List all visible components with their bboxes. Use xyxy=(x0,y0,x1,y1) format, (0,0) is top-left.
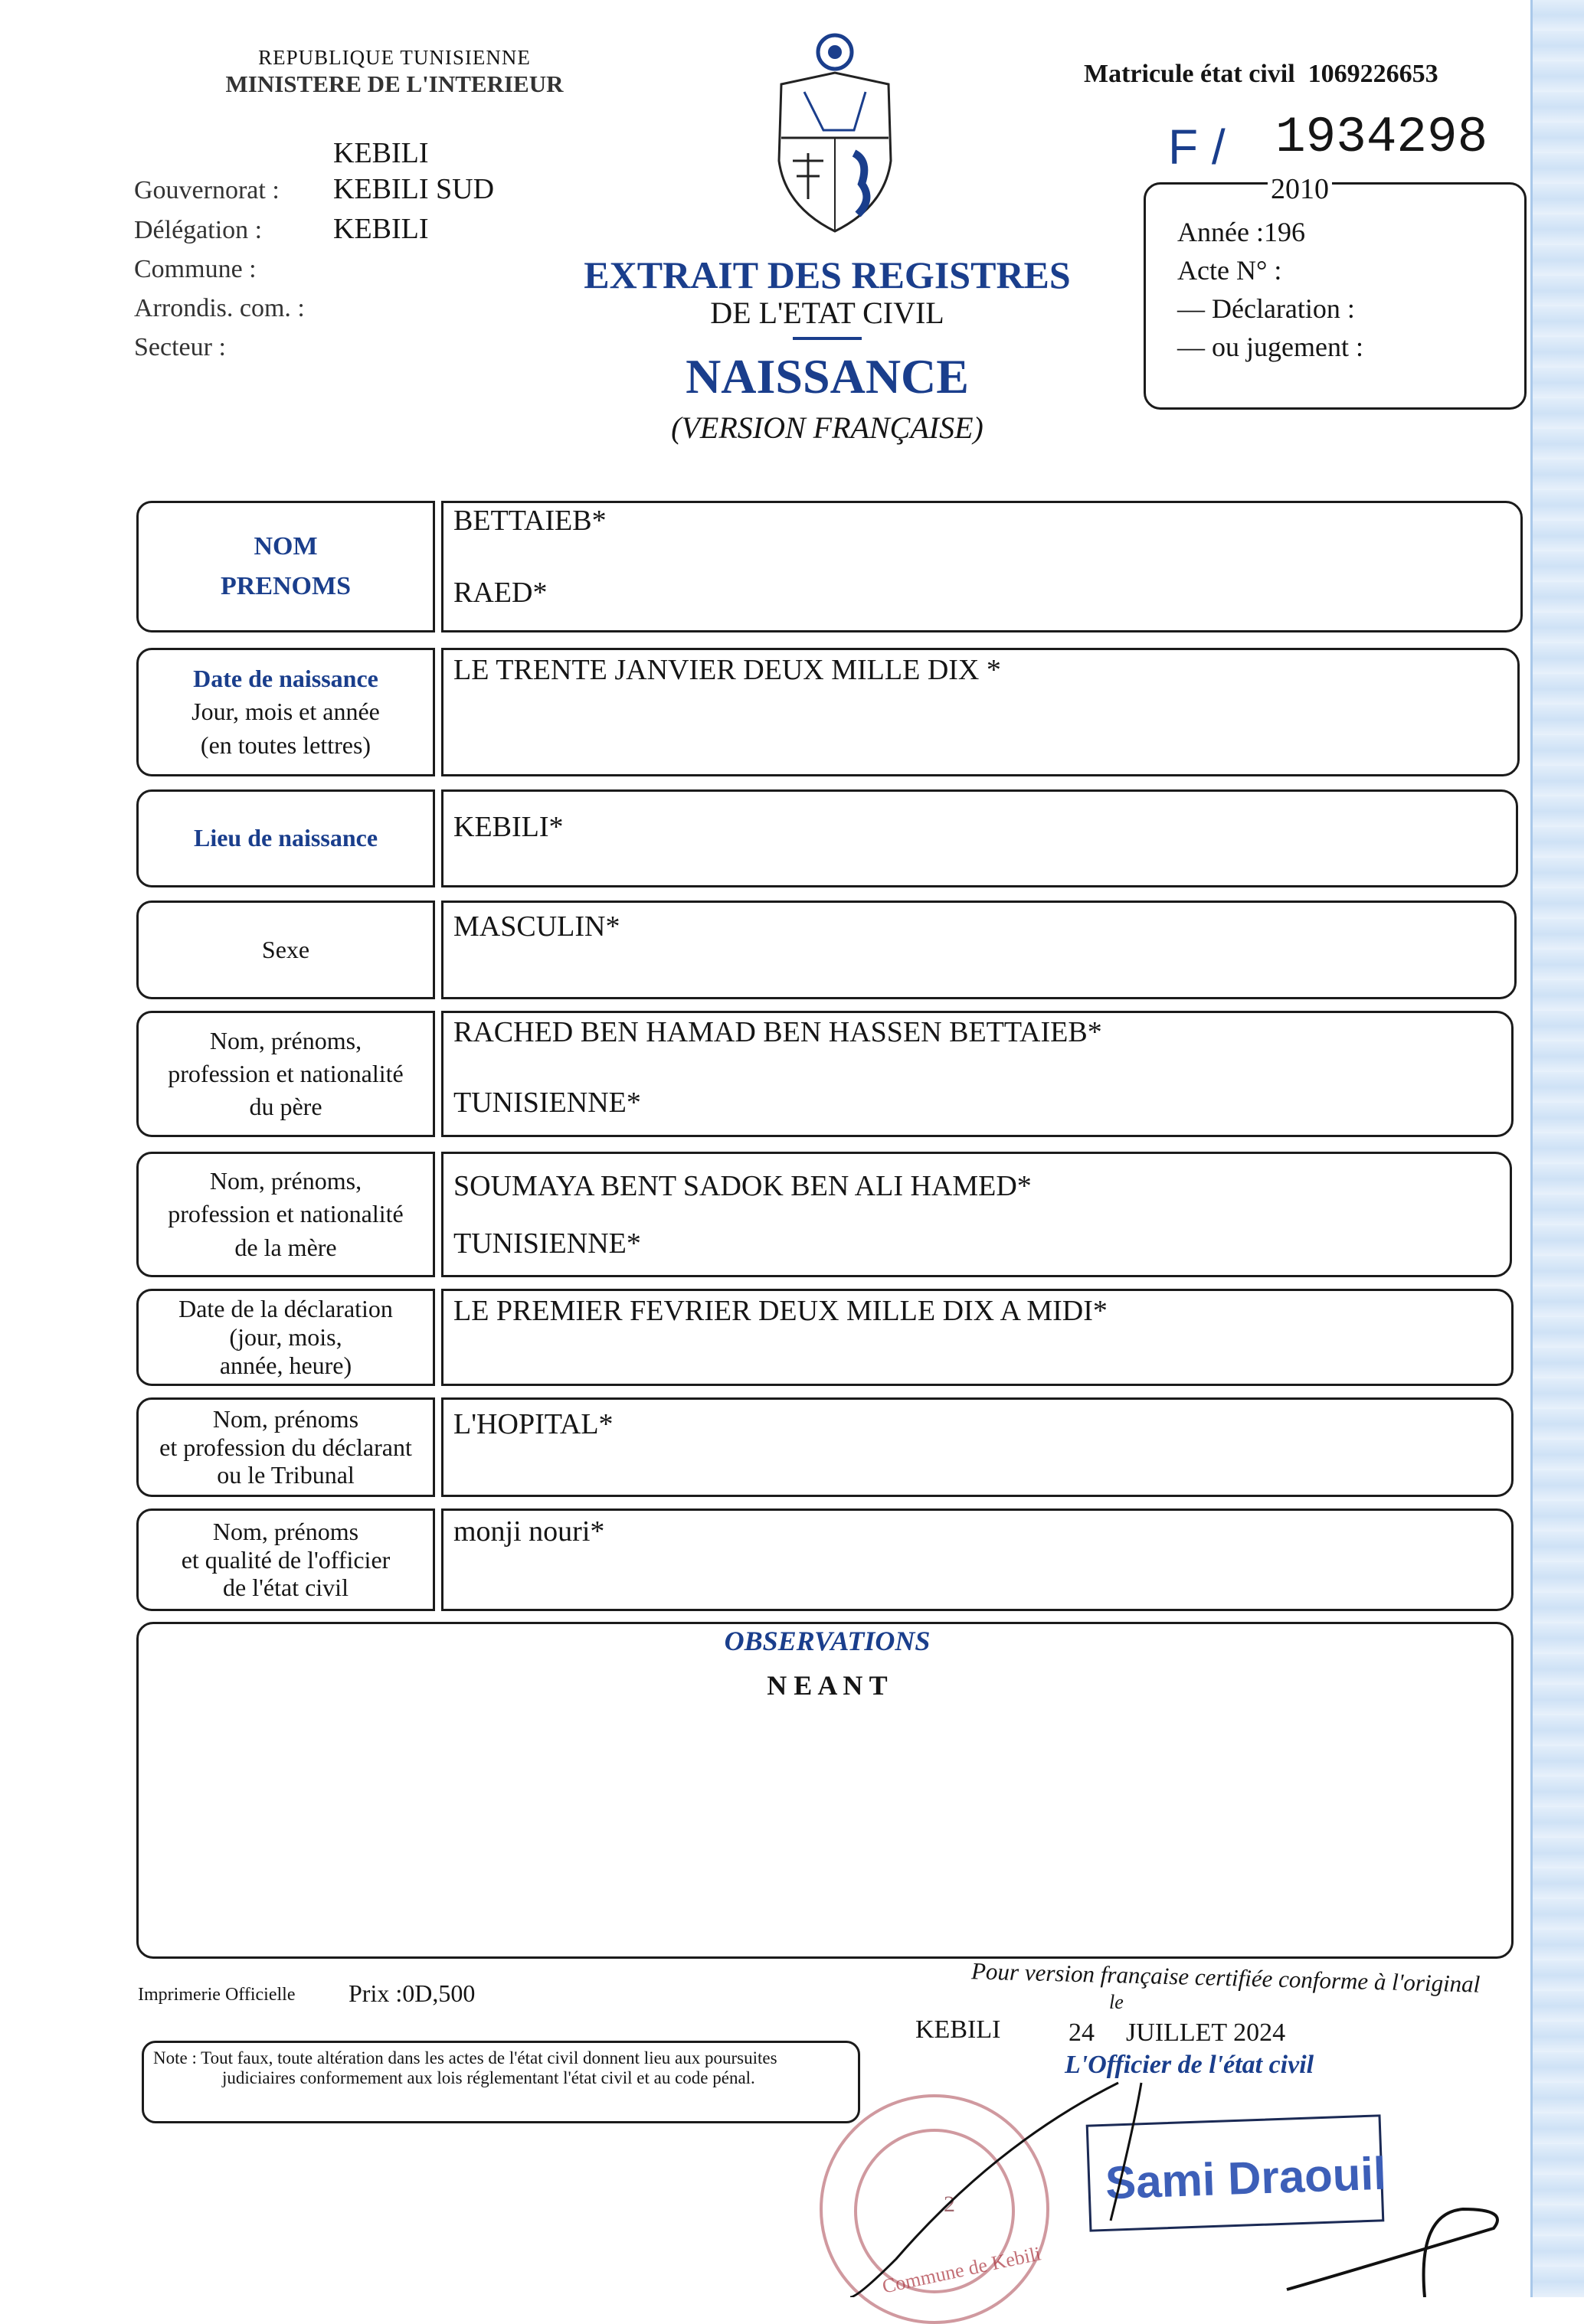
delegation-value: KEBILI xyxy=(333,213,429,245)
serial-prefix: F / xyxy=(1168,119,1226,175)
nom-value: BETTAIEB* xyxy=(453,505,607,537)
mother-label-text: Nom, prénoms, profession et nationalité de la mère xyxy=(168,1167,404,1261)
act-fields xyxy=(1177,213,1363,366)
mother-label xyxy=(136,1152,435,1277)
gouvernorat-label: Gouvernorat : xyxy=(134,176,280,204)
mother-name-value: SOUMAYA BENT SADOK BEN ALI HAMED* xyxy=(453,1170,1032,1202)
matricule xyxy=(1084,60,1438,89)
birth-place-label xyxy=(136,789,435,887)
officer-label xyxy=(136,1508,435,1611)
mother-nationality-value: TUNISIENNE* xyxy=(453,1227,641,1260)
birth-place-label-text: Lieu de naissance xyxy=(193,824,378,852)
secteur-label: Secteur : xyxy=(134,333,226,361)
sex-label-text: Sexe xyxy=(261,935,310,963)
father-label xyxy=(136,1011,435,1137)
stamp-number: 2 xyxy=(944,2192,955,2217)
prenoms-value: RAED* xyxy=(453,577,548,609)
officer-title: L'Officier de l'état civil xyxy=(1065,2051,1314,2079)
handwritten-signature xyxy=(804,2029,1540,2297)
birth-place-value: KEBILI* xyxy=(453,811,564,843)
day-value: 24 xyxy=(1069,2018,1095,2047)
father-name-value: RACHED BEN HAMAD BEN HASSEN BETTAIEB* xyxy=(453,1016,1102,1048)
document-type-title: NAISSANCE xyxy=(686,349,969,404)
birth-date-value: LE TRENTE JANVIER DEUX MILLE DIX * xyxy=(453,654,1001,686)
declarant-label xyxy=(136,1397,435,1497)
birth-place-value-cell xyxy=(441,789,1518,887)
title-divider xyxy=(793,337,862,340)
commune-label: Commune : xyxy=(134,255,257,283)
admin-fields xyxy=(134,172,494,369)
sex-label xyxy=(136,901,435,999)
title-line1: EXTRAIT DES REGISTRES xyxy=(584,253,1071,296)
observations-value: N E A N T xyxy=(767,1670,888,1701)
page-edge-security-pattern xyxy=(1530,0,1584,2297)
matricule-label: Matricule état civil xyxy=(1084,60,1295,88)
delegation-label: Délégation : xyxy=(134,216,263,244)
officer-value: monji nouri* xyxy=(453,1515,605,1548)
place-value: KEBILI xyxy=(915,2015,1001,2044)
declarant-label-text: Nom, prénoms et profession du déclarant ou le Tribunal xyxy=(159,1404,412,1489)
birth-date-label-text: Jour, mois et année (en toutes lettres) xyxy=(191,698,380,759)
gouvernorat-top-value: KEBILI xyxy=(333,137,429,169)
declaration-date-value: LE PREMIER FEVRIER DEUX MILLE DIX A MIDI* xyxy=(453,1295,1108,1327)
serial-number: 1934298 xyxy=(1275,109,1488,166)
printer-label: Imprimerie Officielle xyxy=(138,1985,296,2005)
gouvernorat-value: KEBILI SUD xyxy=(333,173,495,205)
birth-date-label-bold: Date de naissance xyxy=(193,665,378,693)
price-label: Prix :0D,500 xyxy=(349,1979,476,2007)
arrondissement-label: Arrondis. com. : xyxy=(134,294,305,322)
ministry-label: MINISTERE DE L'INTERIEUR xyxy=(225,70,564,97)
father-label-text: Nom, prénoms, profession et nationalité du père xyxy=(168,1026,404,1121)
declaration-label: — Déclaration : xyxy=(1177,293,1355,324)
version-subtitle: (VERSION FRANÇAISE) xyxy=(671,410,983,445)
legal-note: Note : Tout faux, toute altération dans les actes de l'état civil donnent lieu aux poursuites judiciaires conformement aux lois réglementant l'état civil et au code pénal. xyxy=(153,2048,777,2088)
coat-of-arms-emblem xyxy=(770,31,900,237)
observations-label: OBSERVATIONS xyxy=(724,1626,931,1656)
nom-prenoms-label-text: NOM PRENOMS xyxy=(221,532,351,600)
title-line2: DE L'ETAT CIVIL xyxy=(710,296,944,330)
jugement-label: — ou jugement : xyxy=(1177,332,1363,362)
father-nationality-value: TUNISIENNE* xyxy=(453,1087,641,1119)
matricule-value: 1069226653 xyxy=(1307,60,1438,88)
declarant-value: L'HOPITAL* xyxy=(453,1408,614,1440)
certified-label: Pour version française certifiée conforme à l'original xyxy=(970,1957,1481,1998)
officer-label-text: Nom, prénoms et qualité de l'officier de l'état civil xyxy=(181,1517,391,1602)
annee-label: Année :196 xyxy=(1177,217,1305,247)
officer-name-stamp: Sami Draouil xyxy=(1104,2147,1387,2209)
declaration-date-label-text: Date de la déclaration (jour, mois, année, heure) xyxy=(178,1295,393,1379)
le-label: le xyxy=(1109,1991,1124,2013)
sex-value: MASCULIN* xyxy=(453,910,620,943)
republic-label: REPUBLIQUE TUNISIENNE xyxy=(258,46,531,69)
month-year-value: JUILLET 2024 xyxy=(1126,2018,1286,2047)
nom-prenoms-label xyxy=(136,501,435,632)
declaration-date-label xyxy=(136,1289,435,1386)
birth-date-label xyxy=(136,648,435,776)
acte-label: Acte N° : xyxy=(1177,255,1282,286)
act-year-written: 2010 xyxy=(1268,172,1332,206)
stamp-text: Commune de Kebili xyxy=(880,2242,1043,2298)
